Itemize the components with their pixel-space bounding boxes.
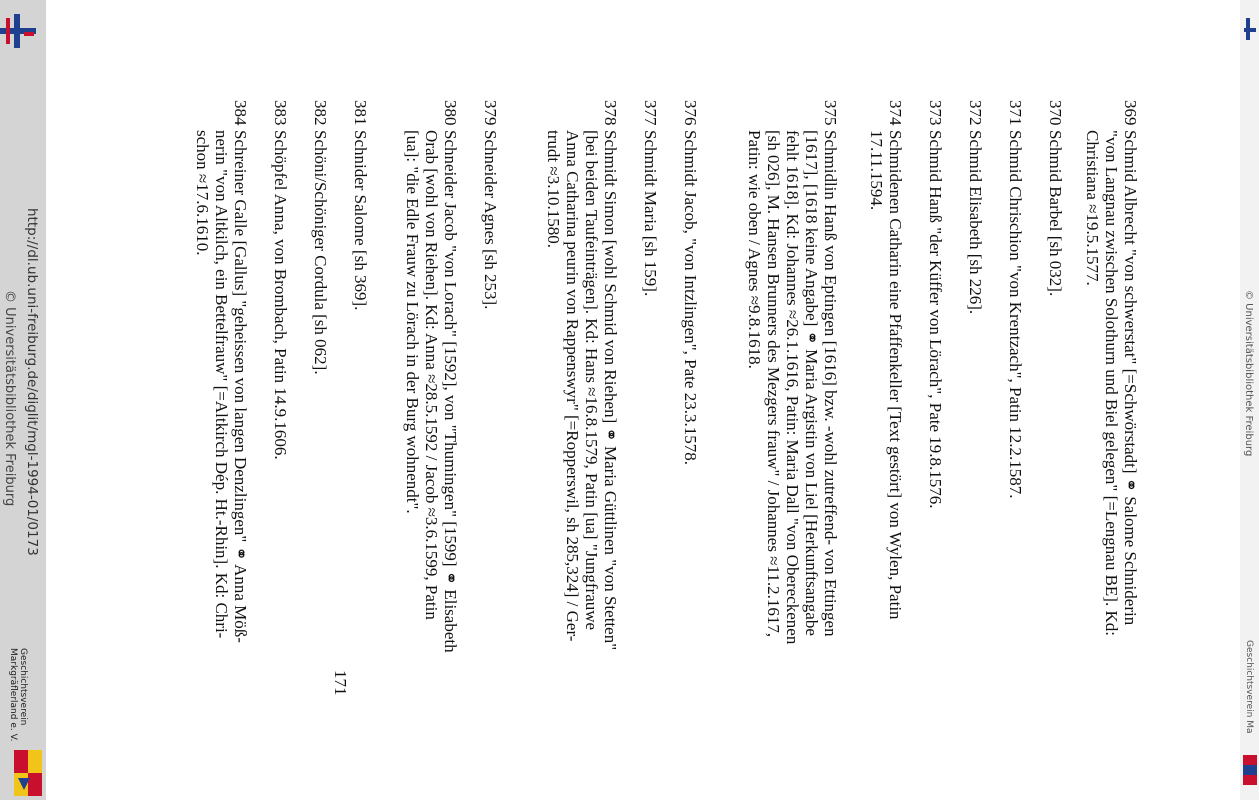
entry-line: [1617], [1618 keine Angabe] ⚭ Maria Argistin von Liel [Herkunftsangabe <box>802 130 821 636</box>
entry-text <box>745 130 840 700</box>
right-edge-logo-icon <box>1244 18 1256 40</box>
entry-text <box>1083 130 1140 700</box>
register-entry <box>271 100 290 700</box>
copyright-notice: © Universitätsbibliothek Freiburg <box>2 290 17 507</box>
entry-line: Schmid Chrischion "von Krentzach", Patin 12.2.1587. <box>1006 130 1025 499</box>
right-edge-crest-icon <box>1243 755 1257 785</box>
register-entry <box>1046 100 1065 700</box>
entry-line: Schmidt Jacob, "von Intzlingen", Pate 23.3.1578. <box>681 130 700 465</box>
entry-line: [bei beiden Taufeinträgen]. Kd: Hans ≈16.8.1579, Patin [ua] "Jungfrauwe <box>582 130 601 631</box>
register-entry <box>867 100 905 700</box>
entry-number: 382 <box>311 100 330 126</box>
register-entry <box>745 100 840 700</box>
entry-line: trudt ≈3.10.1580. <box>544 130 563 248</box>
entry-line: Anna Catharina peurin von Rappenswyr" [=Ropperswil, sh 285,324] / Ger- <box>563 130 582 642</box>
entry-text <box>481 130 500 700</box>
entry-line: Schmid Barbel [sh 032]. <box>1046 130 1065 297</box>
entry-number: 376 <box>681 100 700 126</box>
entry-line: Schneider Jacob "von Lorach" [1592], von "Thumingen" [1599] ⚭ Elisabeth <box>441 130 460 653</box>
entry-number: 374 <box>886 100 905 126</box>
page-number: 171 <box>331 670 350 696</box>
register-entry <box>193 100 250 700</box>
register-entry <box>1006 100 1025 700</box>
entry-number: 369 <box>1121 100 1140 126</box>
entry-line: Christiana ≈19.5.1577. <box>1083 130 1102 286</box>
document-url[interactable]: http://dl.ub.uni-freiburg.de/diglit/mgl-1994-01/0173 <box>24 208 40 556</box>
library-logo-icon <box>0 14 40 48</box>
register-entry <box>681 100 700 700</box>
entry-number: 377 <box>641 100 660 126</box>
entry-line: Schöpfel Anna, von Brombach, Patin 14.9.1606. <box>271 130 290 460</box>
entry-number: 375 <box>821 100 840 126</box>
entry-text <box>351 130 370 700</box>
entry-line: fehlt 1618]. Kd: Johannes ≈26.1.1616, Patin: Maria Dall "von Obereckenen <box>783 130 802 645</box>
entry-number: 384 <box>231 100 250 126</box>
entry-line: Schnider Salome [sh 369]. <box>351 130 370 311</box>
society-crest-icon <box>14 750 42 796</box>
entry-line: [ua]: "die Edle Frauw zu Lörach in der Burg wohnendt". <box>403 130 422 514</box>
entry-line: Schmid Elisabeth [sh 226]. <box>966 130 985 315</box>
entry-line: Schreiner Galle [Gallus] "geheissen von langen Denzlingen" ⚭ Anna Möß- <box>231 130 250 643</box>
entry-number: 381 <box>351 100 370 126</box>
entry-number: 380 <box>441 100 460 126</box>
entry-line: Schmidt Maria [sh 159]. <box>641 130 660 297</box>
entry-line: Schmidenen Catharin eine Pfaffenkeller [Text gestört] von Wylen, Patin <box>886 130 905 620</box>
register-entry <box>403 100 460 700</box>
right-edge-copyright: © Universitätsbibliothek Freiburg <box>1243 290 1254 457</box>
register-entry <box>966 100 985 700</box>
register-entry <box>926 100 945 700</box>
entry-number: 373 <box>926 100 945 126</box>
entry-text <box>681 130 700 700</box>
register-entry <box>311 100 330 700</box>
entry-text <box>867 130 905 700</box>
register-entry <box>641 100 660 700</box>
entry-line: Schneider Agnes [sh 253]. <box>481 130 500 310</box>
entry-line: Schmid Hanß "der Küffer von Lörach", Pate 19.8.1576. <box>926 130 945 509</box>
entry-number: 379 <box>481 100 500 126</box>
entry-line: Schöni/Schöniger Cordula [sh 062]. <box>311 130 330 375</box>
entry-line: Schmid Albrecht "von schwerstat" [=Schwörstadt] ⚭ Salome Schniderin <box>1121 130 1140 626</box>
entry-text <box>926 130 945 700</box>
entry-text <box>403 130 460 700</box>
entry-text <box>271 130 290 700</box>
entry-number: 371 <box>1006 100 1025 126</box>
entry-line: Schmidlin Hanß von Eptingen [1616] bzw. -wohl zutreffend- von Ettingen <box>821 130 840 637</box>
entry-text <box>193 130 250 700</box>
entry-line: 17.11.1594. <box>867 130 886 211</box>
entry-line: "von Langnau zwischen Solothurn und Biel gelegen" [=Lengnau BE]. Kd: <box>1102 130 1121 636</box>
entry-text <box>544 130 620 700</box>
entry-text <box>1006 130 1025 700</box>
entry-number: 370 <box>1046 100 1065 126</box>
entry-text <box>966 130 985 700</box>
society-name-line: Geschichtsverein <box>18 648 28 726</box>
register-entry <box>351 100 370 700</box>
entry-number: 372 <box>966 100 985 126</box>
right-edge-society: Geschichtsverein Ma <box>1244 640 1254 734</box>
register-entry <box>1083 100 1140 700</box>
register-entry <box>481 100 500 700</box>
society-name-line: Markgräflerland e. V. <box>8 648 18 742</box>
entry-line: Schmidt Simon [wohl Schmid von Riehen] ⚭ Maria Güttlinen "von Stetten" <box>601 130 620 651</box>
entry-number: 383 <box>271 100 290 126</box>
entry-line: schon ≈17.6.1610. <box>193 130 212 256</box>
register-entry <box>544 100 620 700</box>
society-name <box>8 648 28 741</box>
entry-line: nerin "von Altkilch, ein Bettelfrauw" [=Altkirch Dép. Ht.-Rhin]. Kd: Chri- <box>212 130 231 639</box>
entry-line: Orab [wohl von Riehen]. Kd: Anna ≈28.5.1592 / Jacob ≈3.6.1599, Patin <box>422 130 441 620</box>
entry-text <box>311 130 330 700</box>
entry-number: 378 <box>601 100 620 126</box>
document-page <box>193 100 1140 700</box>
entry-text <box>1046 130 1065 700</box>
entry-text <box>641 130 660 700</box>
entry-line: [sh 026], M. Hansen Brunners des Mezgers frauw" / Johannes ≈11.2.1617, <box>764 130 783 638</box>
entry-line: Patin: wie oben / Agnes ≈9.8.1618. <box>745 130 764 369</box>
